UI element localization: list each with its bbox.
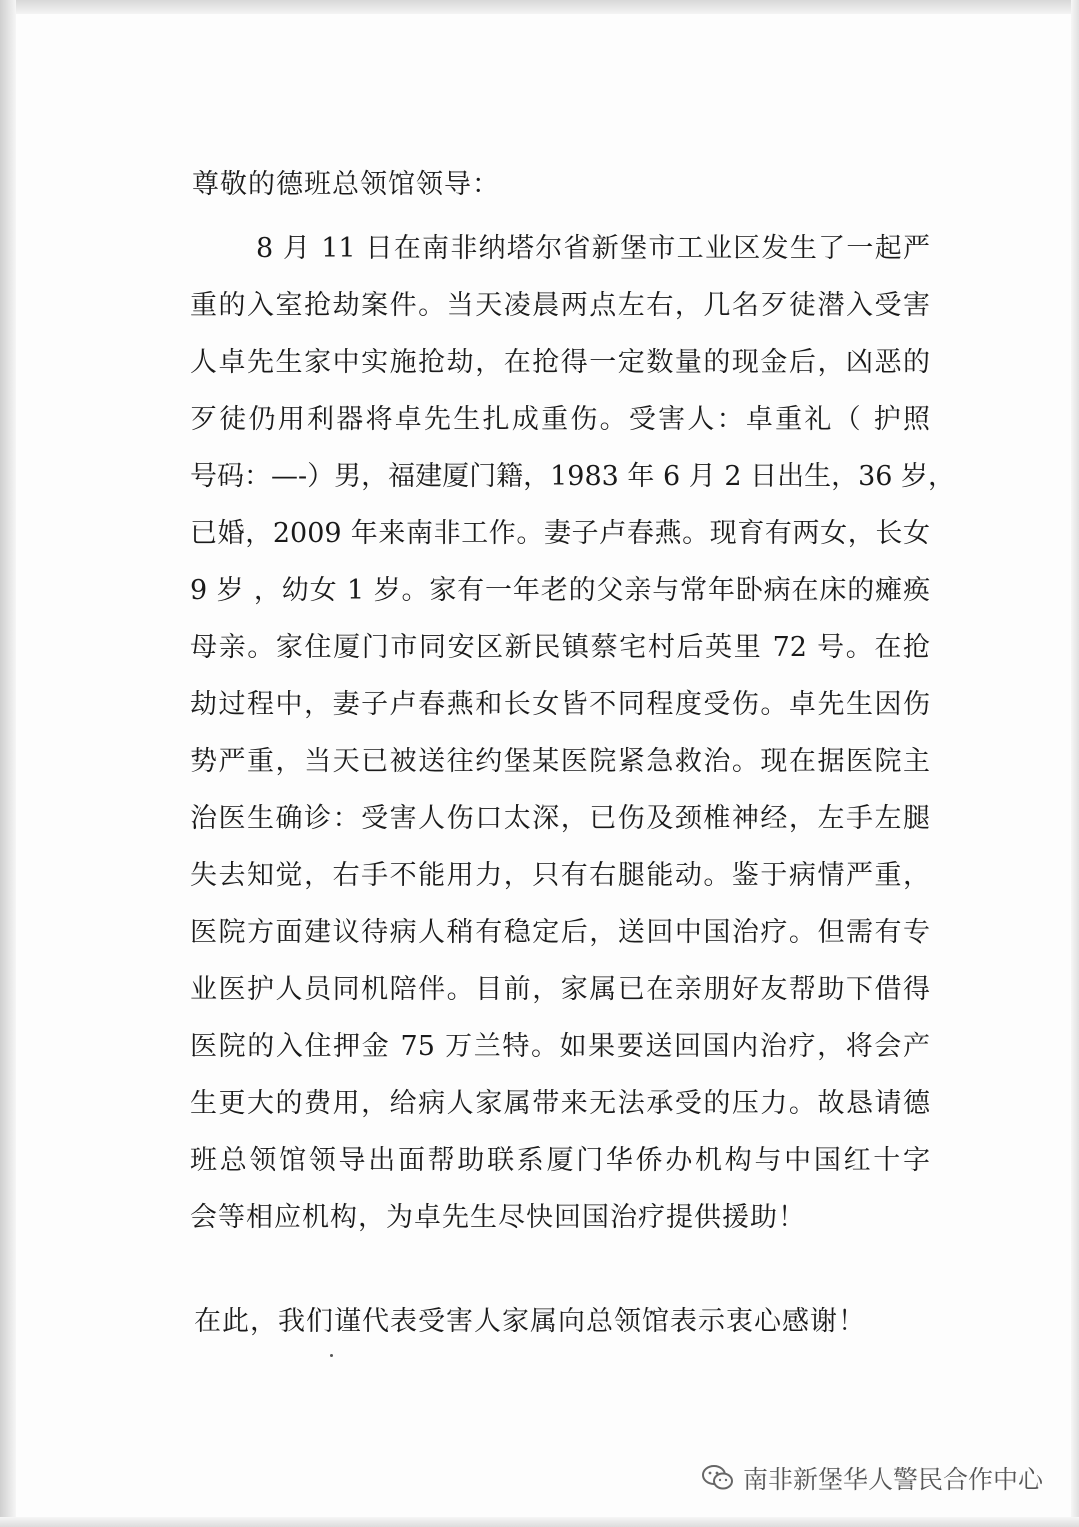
body-line: 重的入室抢劫案件。当天凌晨两点左右，几名歹徒潜入受害 <box>190 290 930 321</box>
body-line: 人卓先生家中实施抢劫，在抢得一定数量的现金后，凶恶的 <box>190 347 930 378</box>
body-line: 已婚，2009 年来南非工作。妻子卢春燕。现育有两女，长女 <box>190 518 930 549</box>
body-line: 业医护人员同机陪伴。目前，家属已在亲朋好友帮助下借得 <box>190 974 930 1005</box>
body-line: 医院的入住押金 75 万兰特。如果要送回国内治疗，将会产 <box>190 1031 930 1062</box>
scan-edge-bottom <box>0 1517 1079 1527</box>
body-line: 歹徒仍用利器将卓先生扎成重伤。受害人：卓重礼（ 护照 <box>190 404 930 435</box>
watermark-text: 南非新堡华人警民合作中心 <box>742 1465 1043 1494</box>
scan-edge-top <box>0 0 1079 14</box>
body-line: 医院方面建议待病人稍有稳定后，送回中国治疗。但需有专 <box>190 917 930 948</box>
body-line: 号码：—-）男，福建厦门籍，1983 年 6 月 2 日出生，36 岁， <box>190 461 956 492</box>
body-line: 劫过程中，妻子卢春燕和长女皆不同程度受伤。卓先生因伤 <box>190 689 930 720</box>
wechat-icon <box>701 1463 735 1493</box>
scan-edge-left <box>0 0 16 1527</box>
letter-closing: 在此，我们谨代表受害人家属向总领馆表示衷心感谢！ <box>194 1306 866 1337</box>
scan-edge-right <box>1071 0 1079 1527</box>
letter-body <box>190 226 956 1252</box>
scan-speck <box>330 1354 333 1357</box>
body-line: 班总领馆领导出面帮助联系厦门华侨办机构与中国红十字 <box>190 1145 930 1176</box>
body-line: 8 月 11 日在南非纳塔尔省新堡市工业区发生了一起严 <box>256 233 930 264</box>
watermark <box>701 1460 1043 1496</box>
body-line: 9 岁 ，幼女 1 岁。家有一年老的父亲与常年卧病在床的瘫痪 <box>190 575 930 606</box>
body-line: 势严重，当天已被送往约堡某医院紧急救治。现在据医院主 <box>190 746 930 777</box>
body-line: 失去知觉，右手不能用力，只有右腿能动。鉴于病情严重， <box>190 860 930 891</box>
letter-greeting: 尊敬的德班总领馆领导： <box>192 169 500 200</box>
body-line: 会等相应机构，为卓先生尽快回国治疗提供援助！ <box>190 1202 806 1233</box>
body-line: 母亲。家住厦门市同安区新民镇蔡宅村后英里 72 号。在抢 <box>190 632 930 663</box>
body-line: 生更大的费用，给病人家属带来无法承受的压力。故恳请德 <box>190 1088 930 1119</box>
body-line: 治医生确诊：受害人伤口太深，已伤及颈椎神经，左手左腿 <box>190 803 930 834</box>
